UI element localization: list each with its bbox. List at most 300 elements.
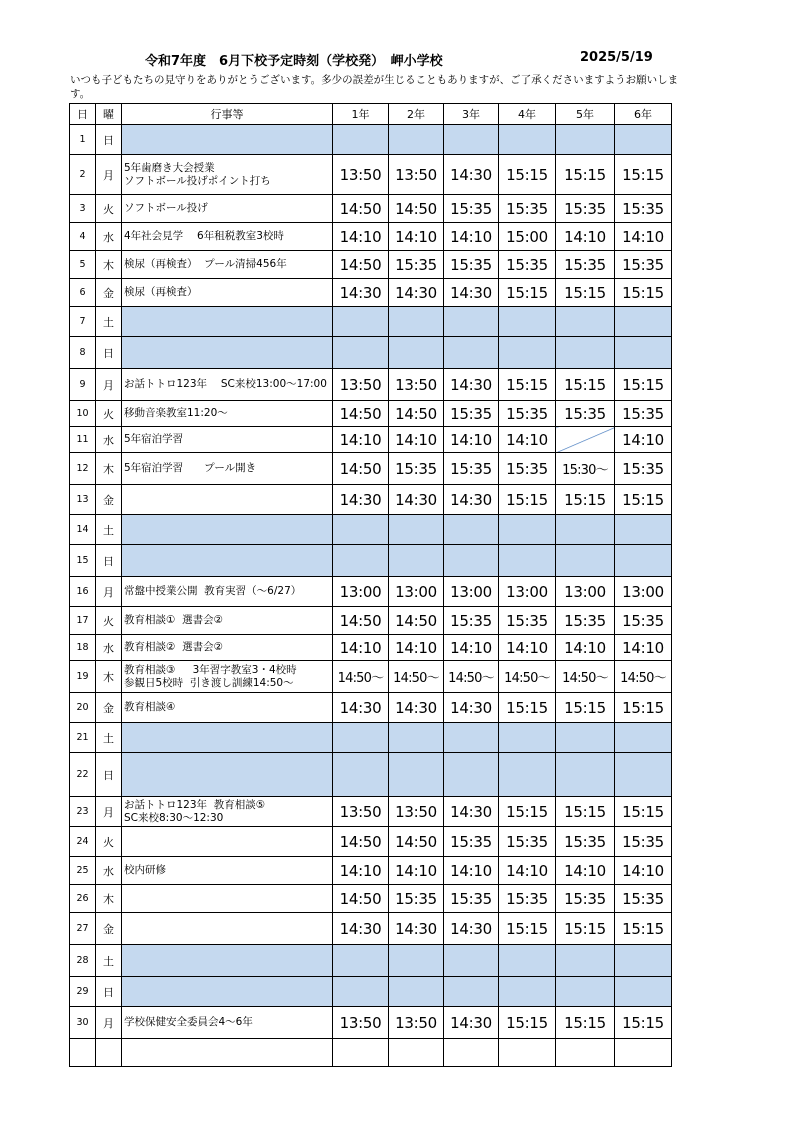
time-cell-grade-5 xyxy=(556,515,615,545)
time-cell-grade-6 xyxy=(615,307,672,337)
time-cell-grade-6: 15:15 xyxy=(615,369,672,401)
header-day: 日 xyxy=(70,104,96,125)
time-cell-grade-2: 13:50 xyxy=(389,797,444,827)
header-events: 行事等 xyxy=(122,104,333,125)
time-cell-grade-6: 15:15 xyxy=(615,485,672,515)
time-cell-grade-2: 14:10 xyxy=(389,223,444,251)
day-cell: 3 xyxy=(70,195,96,223)
time-cell-grade-1 xyxy=(333,945,389,977)
table-row xyxy=(70,945,672,977)
time-cell-grade-2: 14:30 xyxy=(389,485,444,515)
time-cell-grade-4 xyxy=(499,125,556,155)
day-cell: 9 xyxy=(70,369,96,401)
weekday-cell: 木 xyxy=(96,453,122,485)
event-cell: ソフトボール投げ xyxy=(122,195,333,223)
time-cell-grade-6 xyxy=(615,1039,672,1067)
table-row xyxy=(70,723,672,753)
weekday-cell: 木 xyxy=(96,251,122,279)
time-cell-grade-3: 15:35 xyxy=(444,827,499,857)
event-cell xyxy=(122,125,333,155)
day-cell: 28 xyxy=(70,945,96,977)
weekday-cell: 日 xyxy=(96,545,122,577)
table-row xyxy=(70,635,672,661)
time-cell-grade-3: 15:35 xyxy=(444,885,499,913)
time-cell-grade-1: 13:00 xyxy=(333,577,389,607)
table-row xyxy=(70,1039,672,1067)
time-cell-grade-3: 14:30 xyxy=(444,485,499,515)
time-cell-grade-6: 14:10 xyxy=(615,857,672,885)
time-cell-grade-5: 15:30～ xyxy=(556,453,615,485)
table-row xyxy=(70,607,672,635)
time-cell-grade-3: 15:35 xyxy=(444,607,499,635)
weekday-cell: 水 xyxy=(96,223,122,251)
time-cell-grade-4: 14:50～ xyxy=(499,661,556,693)
time-cell-grade-5: 15:35 xyxy=(556,401,615,427)
event-cell: 教育相談③ 3年習字教室3・4校時 参観日5校時 引き渡し訓練14:50～ xyxy=(122,661,333,693)
header-grade-3: 3年 xyxy=(444,104,499,125)
table-row xyxy=(70,279,672,307)
time-cell-grade-6: 14:10 xyxy=(615,427,672,453)
header-grade-1: 1年 xyxy=(333,104,389,125)
time-cell-grade-3: 15:35 xyxy=(444,251,499,279)
time-cell-grade-6 xyxy=(615,753,672,797)
time-cell-grade-5: 14:50～ xyxy=(556,661,615,693)
time-cell-grade-2 xyxy=(389,1039,444,1067)
event-cell: 学校保健安全委員会4～6年 xyxy=(122,1007,333,1039)
time-cell-grade-2: 14:10 xyxy=(389,635,444,661)
time-cell-grade-4: 15:35 xyxy=(499,885,556,913)
day-cell: 11 xyxy=(70,427,96,453)
table-row xyxy=(70,1007,672,1039)
time-cell-grade-5: 15:15 xyxy=(556,279,615,307)
time-cell-grade-3: 14:30 xyxy=(444,369,499,401)
table-row xyxy=(70,857,672,885)
table-row xyxy=(70,307,672,337)
time-cell-grade-1: 14:10 xyxy=(333,635,389,661)
event-cell: 5年歯磨き大会授業 ソフトボール投げポイント打ち xyxy=(122,155,333,195)
time-cell-grade-4: 15:35 xyxy=(499,195,556,223)
time-cell-grade-5: 15:15 xyxy=(556,913,615,945)
time-cell-grade-5: 15:35 xyxy=(556,251,615,279)
time-cell-grade-3: 14:30 xyxy=(444,1007,499,1039)
day-cell: 30 xyxy=(70,1007,96,1039)
time-cell-grade-3 xyxy=(444,545,499,577)
day-cell: 13 xyxy=(70,485,96,515)
weekday-cell: 月 xyxy=(96,1007,122,1039)
header-grade-5: 5年 xyxy=(556,104,615,125)
event-cell xyxy=(122,753,333,797)
time-cell-grade-5 xyxy=(556,125,615,155)
weekday-cell: 木 xyxy=(96,885,122,913)
time-cell-grade-1: 14:50～ xyxy=(333,661,389,693)
time-cell-grade-1 xyxy=(333,307,389,337)
table-row xyxy=(70,485,672,515)
day-cell: 6 xyxy=(70,279,96,307)
day-cell: 10 xyxy=(70,401,96,427)
event-cell xyxy=(122,337,333,369)
time-cell-grade-1: 14:50 xyxy=(333,827,389,857)
day-cell: 16 xyxy=(70,577,96,607)
time-cell-grade-5 xyxy=(556,977,615,1007)
time-cell-grade-1: 14:30 xyxy=(333,913,389,945)
time-cell-grade-4 xyxy=(499,515,556,545)
time-cell-grade-4 xyxy=(499,977,556,1007)
event-cell: お話トトロ123年 SC来校13:00～17:00 xyxy=(122,369,333,401)
event-cell xyxy=(122,913,333,945)
event-cell: 5年宿泊学習 プール開き xyxy=(122,453,333,485)
event-cell: 検尿（再検査） プール清掃456年 xyxy=(122,251,333,279)
day-cell: 15 xyxy=(70,545,96,577)
time-cell-grade-4: 15:15 xyxy=(499,369,556,401)
time-cell-grade-5: 15:35 xyxy=(556,885,615,913)
time-cell-grade-2: 14:50 xyxy=(389,401,444,427)
day-cell: 8 xyxy=(70,337,96,369)
weekday-cell: 火 xyxy=(96,401,122,427)
day-cell: 12 xyxy=(70,453,96,485)
table-row xyxy=(70,515,672,545)
time-cell-grade-3: 14:30 xyxy=(444,913,499,945)
time-cell-grade-4: 15:15 xyxy=(499,797,556,827)
time-cell-grade-5 xyxy=(556,427,615,453)
time-cell-grade-6 xyxy=(615,125,672,155)
day-cell: 29 xyxy=(70,977,96,1007)
time-cell-grade-6: 15:35 xyxy=(615,195,672,223)
page-title: 令和7年度 6月下校予定時刻（学校発） 岬小学校 xyxy=(145,54,443,69)
time-cell-grade-4: 15:00 xyxy=(499,223,556,251)
table-row xyxy=(70,155,672,195)
time-cell-grade-4 xyxy=(499,545,556,577)
time-cell-grade-1: 13:50 xyxy=(333,797,389,827)
day-cell: 24 xyxy=(70,827,96,857)
event-cell: お話トトロ123年 教育相談⑤ SC来校8:30～12:30 xyxy=(122,797,333,827)
time-cell-grade-5: 15:15 xyxy=(556,485,615,515)
time-cell-grade-3 xyxy=(444,977,499,1007)
day-cell: 1 xyxy=(70,125,96,155)
time-cell-grade-2 xyxy=(389,753,444,797)
weekday-cell: 土 xyxy=(96,945,122,977)
header-weekday: 曜 xyxy=(96,104,122,125)
day-cell: 20 xyxy=(70,693,96,723)
time-cell-grade-4: 15:35 xyxy=(499,827,556,857)
time-cell-grade-1 xyxy=(333,1039,389,1067)
weekday-cell: 日 xyxy=(96,977,122,1007)
table-row xyxy=(70,913,672,945)
time-cell-grade-2: 14:50 xyxy=(389,195,444,223)
event-cell xyxy=(122,545,333,577)
weekday-cell: 土 xyxy=(96,307,122,337)
time-cell-grade-6: 15:15 xyxy=(615,155,672,195)
weekday-cell: 土 xyxy=(96,515,122,545)
time-cell-grade-6 xyxy=(615,545,672,577)
weekday-cell: 火 xyxy=(96,607,122,635)
time-cell-grade-1: 14:10 xyxy=(333,857,389,885)
time-cell-grade-2: 14:10 xyxy=(389,857,444,885)
time-cell-grade-6: 15:15 xyxy=(615,693,672,723)
time-cell-grade-3: 14:10 xyxy=(444,635,499,661)
time-cell-grade-4: 15:15 xyxy=(499,485,556,515)
time-cell-grade-5 xyxy=(556,337,615,369)
time-cell-grade-4: 14:10 xyxy=(499,857,556,885)
time-cell-grade-5: 14:10 xyxy=(556,223,615,251)
time-cell-grade-4 xyxy=(499,1039,556,1067)
time-cell-grade-3: 14:30 xyxy=(444,155,499,195)
table-row xyxy=(70,885,672,913)
header-grade-4: 4年 xyxy=(499,104,556,125)
time-cell-grade-4: 15:15 xyxy=(499,279,556,307)
time-cell-grade-5: 15:35 xyxy=(556,827,615,857)
table-row xyxy=(70,577,672,607)
weekday-cell: 月 xyxy=(96,577,122,607)
weekday-cell: 日 xyxy=(96,337,122,369)
time-cell-grade-5: 15:35 xyxy=(556,607,615,635)
time-cell-grade-3: 14:30 xyxy=(444,797,499,827)
time-cell-grade-2: 13:50 xyxy=(389,1007,444,1039)
time-cell-grade-4: 15:15 xyxy=(499,1007,556,1039)
weekday-cell: 月 xyxy=(96,155,122,195)
time-cell-grade-6: 15:35 xyxy=(615,607,672,635)
time-cell-grade-2 xyxy=(389,307,444,337)
time-cell-grade-2 xyxy=(389,977,444,1007)
time-cell-grade-6: 15:15 xyxy=(615,797,672,827)
table-row xyxy=(70,195,672,223)
time-cell-grade-3 xyxy=(444,515,499,545)
table-row xyxy=(70,427,672,453)
dismissal-schedule-table xyxy=(69,103,672,1067)
weekday-cell: 金 xyxy=(96,279,122,307)
weekday-cell: 月 xyxy=(96,369,122,401)
time-cell-grade-1: 14:30 xyxy=(333,279,389,307)
day-cell: 21 xyxy=(70,723,96,753)
time-cell-grade-5 xyxy=(556,753,615,797)
time-cell-grade-2: 15:35 xyxy=(389,885,444,913)
table-row xyxy=(70,337,672,369)
time-cell-grade-3: 15:35 xyxy=(444,401,499,427)
time-cell-grade-1 xyxy=(333,723,389,753)
time-cell-grade-4: 14:10 xyxy=(499,427,556,453)
time-cell-grade-2 xyxy=(389,545,444,577)
time-cell-grade-6: 15:35 xyxy=(615,827,672,857)
time-cell-grade-3: 14:10 xyxy=(444,223,499,251)
table-row xyxy=(70,251,672,279)
time-cell-grade-1: 14:30 xyxy=(333,485,389,515)
time-cell-grade-2 xyxy=(389,125,444,155)
time-cell-grade-3: 13:00 xyxy=(444,577,499,607)
weekday-cell: 金 xyxy=(96,485,122,515)
time-cell-grade-1: 13:50 xyxy=(333,1007,389,1039)
time-cell-grade-3 xyxy=(444,1039,499,1067)
table-row xyxy=(70,753,672,797)
time-cell-grade-1: 14:50 xyxy=(333,401,389,427)
notice-text: いつも子どもたちの見守りをありがとうございます。多少の誤差が生じることもありますが、ご了承くださいますようお願いします。 xyxy=(70,74,679,100)
time-cell-grade-4 xyxy=(499,753,556,797)
weekday-cell: 水 xyxy=(96,427,122,453)
event-cell: 検尿（再検査） xyxy=(122,279,333,307)
time-cell-grade-3: 14:10 xyxy=(444,427,499,453)
time-cell-grade-3: 14:10 xyxy=(444,857,499,885)
weekday-cell: 土 xyxy=(96,723,122,753)
time-cell-grade-1: 14:50 xyxy=(333,453,389,485)
time-cell-grade-1 xyxy=(333,753,389,797)
time-cell-grade-5: 15:15 xyxy=(556,1007,615,1039)
time-cell-grade-5: 14:10 xyxy=(556,857,615,885)
time-cell-grade-4 xyxy=(499,945,556,977)
header-grade-2: 2年 xyxy=(389,104,444,125)
event-cell xyxy=(122,723,333,753)
time-cell-grade-2: 13:50 xyxy=(389,369,444,401)
time-cell-grade-4 xyxy=(499,307,556,337)
weekday-cell: 月 xyxy=(96,797,122,827)
weekday-cell: 金 xyxy=(96,913,122,945)
event-cell: 教育相談④ xyxy=(122,693,333,723)
time-cell-grade-2: 14:50～ xyxy=(389,661,444,693)
table-row xyxy=(70,453,672,485)
time-cell-grade-5: 15:15 xyxy=(556,369,615,401)
weekday-cell: 日 xyxy=(96,753,122,797)
weekday-cell: 木 xyxy=(96,661,122,693)
day-cell: 25 xyxy=(70,857,96,885)
time-cell-grade-4: 15:15 xyxy=(499,693,556,723)
time-cell-grade-6: 15:15 xyxy=(615,913,672,945)
event-cell xyxy=(122,1039,333,1067)
time-cell-grade-4 xyxy=(499,337,556,369)
time-cell-grade-2: 15:35 xyxy=(389,453,444,485)
time-cell-grade-6: 15:35 xyxy=(615,251,672,279)
time-cell-grade-3 xyxy=(444,753,499,797)
weekday-cell: 火 xyxy=(96,827,122,857)
time-cell-grade-3 xyxy=(444,125,499,155)
time-cell-grade-6: 15:35 xyxy=(615,401,672,427)
time-cell-grade-5: 15:15 xyxy=(556,155,615,195)
time-cell-grade-1 xyxy=(333,977,389,1007)
day-cell: 5 xyxy=(70,251,96,279)
time-cell-grade-6: 15:15 xyxy=(615,279,672,307)
time-cell-grade-2 xyxy=(389,723,444,753)
header-row xyxy=(70,104,672,125)
time-cell-grade-4: 15:35 xyxy=(499,401,556,427)
time-cell-grade-4: 15:35 xyxy=(499,453,556,485)
event-cell: 教育相談① 選書会② xyxy=(122,607,333,635)
time-cell-grade-1: 14:10 xyxy=(333,223,389,251)
day-cell: 4 xyxy=(70,223,96,251)
table-row xyxy=(70,401,672,427)
event-cell: 移動音楽教室11:20～ xyxy=(122,401,333,427)
time-cell-grade-5 xyxy=(556,945,615,977)
time-cell-grade-1 xyxy=(333,337,389,369)
table-row xyxy=(70,797,672,827)
time-cell-grade-3: 14:30 xyxy=(444,693,499,723)
time-cell-grade-1 xyxy=(333,515,389,545)
event-cell: 校内研修 xyxy=(122,857,333,885)
weekday-cell: 日 xyxy=(96,125,122,155)
time-cell-grade-3: 14:50～ xyxy=(444,661,499,693)
event-cell xyxy=(122,977,333,1007)
time-cell-grade-3: 15:35 xyxy=(444,195,499,223)
time-cell-grade-4: 15:35 xyxy=(499,607,556,635)
weekday-cell xyxy=(96,1039,122,1067)
time-cell-grade-5 xyxy=(556,307,615,337)
time-cell-grade-3 xyxy=(444,337,499,369)
time-cell-grade-4: 15:35 xyxy=(499,251,556,279)
time-cell-grade-5: 15:15 xyxy=(556,797,615,827)
time-cell-grade-6: 14:10 xyxy=(615,635,672,661)
time-cell-grade-2 xyxy=(389,515,444,545)
time-cell-grade-1 xyxy=(333,545,389,577)
time-cell-grade-3 xyxy=(444,723,499,753)
day-cell: 22 xyxy=(70,753,96,797)
time-cell-grade-4 xyxy=(499,723,556,753)
event-cell: 4年社会見学 6年租税教室3校時 xyxy=(122,223,333,251)
time-cell-grade-6: 14:10 xyxy=(615,223,672,251)
event-cell xyxy=(122,885,333,913)
day-cell: 7 xyxy=(70,307,96,337)
table-row xyxy=(70,125,672,155)
weekday-cell: 水 xyxy=(96,635,122,661)
header-grade-6: 6年 xyxy=(615,104,672,125)
time-cell-grade-2: 15:35 xyxy=(389,251,444,279)
time-cell-grade-5: 15:15 xyxy=(556,693,615,723)
day-cell: 27 xyxy=(70,913,96,945)
weekday-cell: 水 xyxy=(96,857,122,885)
time-cell-grade-1: 14:50 xyxy=(333,607,389,635)
day-cell: 19 xyxy=(70,661,96,693)
time-cell-grade-1: 14:30 xyxy=(333,693,389,723)
weekday-cell: 火 xyxy=(96,195,122,223)
time-cell-grade-6 xyxy=(615,337,672,369)
time-cell-grade-5: 13:00 xyxy=(556,577,615,607)
time-cell-grade-1: 13:50 xyxy=(333,155,389,195)
table-row xyxy=(70,977,672,1007)
time-cell-grade-6: 15:35 xyxy=(615,885,672,913)
table-row xyxy=(70,369,672,401)
time-cell-grade-5 xyxy=(556,545,615,577)
day-cell: 14 xyxy=(70,515,96,545)
time-cell-grade-1: 13:50 xyxy=(333,369,389,401)
event-cell: 5年宿泊学習 xyxy=(122,427,333,453)
time-cell-grade-6 xyxy=(615,515,672,545)
time-cell-grade-3: 15:35 xyxy=(444,453,499,485)
time-cell-grade-1 xyxy=(333,125,389,155)
time-cell-grade-1: 14:50 xyxy=(333,885,389,913)
time-cell-grade-2: 13:00 xyxy=(389,577,444,607)
time-cell-grade-6: 14:50～ xyxy=(615,661,672,693)
time-cell-grade-3 xyxy=(444,307,499,337)
time-cell-grade-6 xyxy=(615,723,672,753)
event-cell: 教育相談② 選書会② xyxy=(122,635,333,661)
day-cell: 26 xyxy=(70,885,96,913)
time-cell-grade-6 xyxy=(615,945,672,977)
time-cell-grade-5 xyxy=(556,1039,615,1067)
table-row xyxy=(70,545,672,577)
time-cell-grade-3: 14:30 xyxy=(444,279,499,307)
time-cell-grade-2: 14:30 xyxy=(389,913,444,945)
time-cell-grade-1: 14:50 xyxy=(333,195,389,223)
day-cell: 18 xyxy=(70,635,96,661)
day-cell: 23 xyxy=(70,797,96,827)
time-cell-grade-2 xyxy=(389,945,444,977)
time-cell-grade-4: 14:10 xyxy=(499,635,556,661)
time-cell-grade-3 xyxy=(444,945,499,977)
time-cell-grade-5 xyxy=(556,723,615,753)
event-cell xyxy=(122,515,333,545)
time-cell-grade-4: 15:15 xyxy=(499,155,556,195)
time-cell-grade-2: 14:30 xyxy=(389,693,444,723)
time-cell-grade-6 xyxy=(615,977,672,1007)
event-cell xyxy=(122,485,333,515)
time-cell-grade-2: 13:50 xyxy=(389,155,444,195)
table-row xyxy=(70,661,672,693)
event-cell xyxy=(122,945,333,977)
table-row xyxy=(70,693,672,723)
